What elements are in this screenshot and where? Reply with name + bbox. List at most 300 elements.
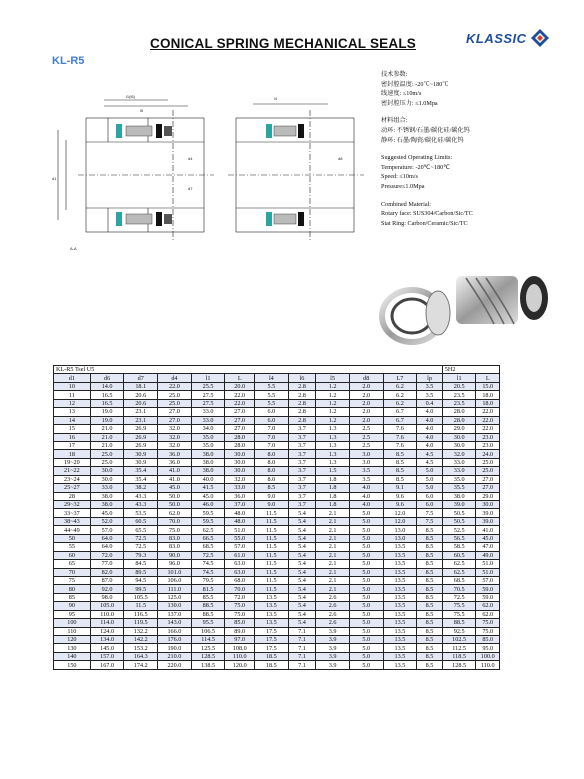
table-cell: 68.5	[442, 576, 476, 584]
table-cell: 9.6	[383, 492, 417, 500]
column-header: lp	[417, 374, 443, 382]
table-cell: 112.5	[442, 644, 476, 652]
table-cell: 68.0	[225, 576, 255, 584]
table-cell: 85.5	[191, 593, 225, 601]
table-cell: 60	[54, 551, 91, 559]
table-cell: 11.5	[255, 568, 289, 576]
table-cell: 75.5	[442, 602, 476, 610]
svg-text:l4: l4	[274, 96, 278, 101]
table-cell: 102.5	[442, 636, 476, 644]
table-cell: 6.0	[255, 416, 289, 424]
table-cell: 7.1	[288, 627, 316, 635]
table-cell: 11.5	[255, 526, 289, 534]
table-cell: 13.5	[383, 602, 417, 610]
table-cell: 38.0	[90, 501, 124, 509]
table-cell: 39.0	[476, 517, 500, 525]
spec-line: 密封腔压力: ≤1.0Mpa	[381, 99, 438, 107]
table-cell: 30.0	[442, 441, 476, 449]
table-cell: 13.5	[255, 602, 289, 610]
table-cell: 11.5	[255, 509, 289, 517]
table-cell: 48.0	[225, 509, 255, 517]
table-cell: 1.3	[316, 433, 350, 441]
table-cell: 62.0	[476, 602, 500, 610]
table-cell: 18.5	[255, 652, 289, 660]
table-cell: 7.5	[417, 509, 443, 517]
table-cell: 43.3	[124, 501, 158, 509]
table-cell: 21.0	[90, 425, 124, 433]
table-cell: 74.5	[191, 560, 225, 568]
table-cell: 2.1	[316, 509, 350, 517]
table-cell: 25.0	[90, 458, 124, 466]
table-cell: 2.1	[316, 576, 350, 584]
table-cell: 5.0	[349, 568, 383, 576]
table-cell: 5.0	[349, 526, 383, 534]
table-cell: 59.0	[476, 593, 500, 601]
table-cell: 50.5	[442, 517, 476, 525]
table-cell: 45.0	[191, 492, 225, 500]
table-cell: 59.0	[476, 585, 500, 593]
table-row	[54, 661, 500, 669]
table-cell: 7.1	[288, 652, 316, 660]
svg-text:l5: l5	[140, 108, 144, 113]
table-cell: 19.0	[90, 416, 124, 424]
table-cell: 8.5	[417, 560, 443, 568]
table-cell: 13	[54, 408, 91, 416]
table-cell: 13.0	[383, 526, 417, 534]
table-cell: 5.0	[417, 484, 443, 492]
spec-line: 密封腔温度: -20℃~180℃	[381, 80, 449, 88]
table-cell: 110.0	[225, 652, 255, 660]
table-cell: 49.0	[476, 551, 500, 559]
table-cell: 27.5	[191, 399, 225, 407]
table-cell: 13.5	[383, 644, 417, 652]
table-row	[54, 644, 500, 652]
table-cell: 29~32	[54, 501, 91, 509]
table-row	[54, 560, 500, 568]
table-cell: 8.5	[417, 585, 443, 593]
table-cell: 2.1	[316, 517, 350, 525]
table-cell: 13.5	[383, 652, 417, 660]
table-cell: 64.0	[90, 543, 124, 551]
table-row	[54, 408, 500, 416]
table-cell: 118.5	[442, 652, 476, 660]
table-cell: 88.5	[191, 610, 225, 618]
table-cell: 50.5	[442, 509, 476, 517]
table-cell: 29.0	[476, 492, 500, 500]
table-cell: 1.3	[316, 458, 350, 466]
table-cell: 6.2	[383, 391, 417, 399]
table-row	[54, 568, 500, 576]
table-cell: 8.5	[417, 602, 443, 610]
table-row	[54, 551, 500, 559]
table-cell: 27.0	[225, 408, 255, 416]
table-cell: 8.5	[417, 593, 443, 601]
table-cell: 89.5	[124, 568, 158, 576]
table-cell: 11.5	[255, 534, 289, 542]
table-cell: 88.5	[191, 602, 225, 610]
table-cell: 4.0	[349, 501, 383, 509]
table-cell: 5.5	[255, 391, 289, 399]
table-cell: 35.4	[124, 467, 158, 475]
table-cell: 72.5	[124, 534, 158, 542]
table-row	[54, 492, 500, 500]
table-cell: 9.1	[383, 484, 417, 492]
table-cell: 2.1	[316, 534, 350, 542]
table-cell: 3.9	[316, 661, 350, 669]
table-cell: 2.8	[288, 382, 316, 390]
table-cell: 45.0	[90, 509, 124, 517]
table-cell: 10	[54, 382, 91, 390]
table-cell: 190.0	[158, 644, 192, 652]
table-cell: 58.5	[442, 543, 476, 551]
table-cell: 32.0	[158, 425, 192, 433]
table-cell: 11.5	[124, 602, 158, 610]
table-cell: 8.5	[417, 652, 443, 660]
table-cell: 3.5	[349, 475, 383, 483]
table-cell: 5.0	[349, 593, 383, 601]
table-row	[54, 627, 500, 635]
table-cell: 13.5	[383, 593, 417, 601]
table-cell: 8.5	[417, 627, 443, 635]
table-cell: 6.0	[255, 408, 289, 416]
svg-text:d8: d8	[338, 156, 343, 161]
table-cell: 57.0	[90, 526, 124, 534]
table-cell: 13.5	[383, 568, 417, 576]
svg-text:d7: d7	[188, 186, 193, 191]
table-cell: 2.8	[288, 391, 316, 399]
table-cell: 28.0	[442, 416, 476, 424]
table-caption-row	[54, 366, 500, 374]
table-row	[54, 585, 500, 593]
table-cell: 8.5	[417, 644, 443, 652]
table-cell: 120	[54, 636, 91, 644]
table-cell: 14.0	[90, 382, 124, 390]
table-cell: 111.0	[158, 585, 192, 593]
table-cell: 119.5	[124, 619, 158, 627]
table-row	[54, 602, 500, 610]
table-cell: 72.5	[124, 543, 158, 551]
table-cell: 1.2	[316, 391, 350, 399]
table-cell: 3.7	[288, 501, 316, 509]
table-cell: 2.6	[316, 619, 350, 627]
table-cell: 53.5	[124, 509, 158, 517]
table-cell: 5.4	[288, 509, 316, 517]
table-cell: 4.5	[417, 450, 443, 458]
table-cell: 18.0	[476, 399, 500, 407]
table-cell: 30.0	[225, 467, 255, 475]
table-cell: 70.5	[442, 585, 476, 593]
table-cell: 124.0	[90, 627, 124, 635]
table-cell: 1.3	[316, 450, 350, 458]
table-cell: 8.5	[383, 458, 417, 466]
table-cell: 87.0	[90, 576, 124, 584]
table-cell: 41.0	[476, 526, 500, 534]
table-cell: 2.5	[349, 441, 383, 449]
table-cell: 101.0	[158, 568, 192, 576]
table-cell: 85.0	[476, 636, 500, 644]
table-cell: 21.0	[90, 433, 124, 441]
svg-text:d4: d4	[188, 156, 193, 161]
table-cell: 13.5	[383, 661, 417, 669]
dimension-table	[53, 365, 500, 670]
table-cell: 33.0	[191, 416, 225, 424]
table-cell: 2.0	[349, 399, 383, 407]
column-header: d8	[349, 374, 383, 382]
table-cell: 28.0	[442, 408, 476, 416]
table-cell: 20.0	[225, 382, 255, 390]
table-cell: 15	[54, 425, 91, 433]
table-cell: 90.0	[158, 551, 192, 559]
table-cell: 30.0	[442, 433, 476, 441]
table-cell: 3.7	[288, 441, 316, 449]
table-cell: 55.0	[225, 534, 255, 542]
table-cell: 11.5	[255, 517, 289, 525]
table-cell: 22.0	[225, 399, 255, 407]
table-cell: 37.0	[225, 501, 255, 509]
table-caption-left: KL-R5 Tsel U5	[54, 366, 443, 374]
table-cell: 7.0	[255, 433, 289, 441]
table-cell: 41.0	[158, 475, 192, 483]
table-row	[54, 484, 500, 492]
table-cell: 5.4	[288, 619, 316, 627]
table-cell: 143.0	[158, 619, 192, 627]
table-cell: 12.0	[383, 517, 417, 525]
table-cell: 21.0	[90, 441, 124, 449]
column-header: d7	[124, 374, 158, 382]
column-header: d4	[158, 374, 192, 382]
table-cell: 2.8	[288, 399, 316, 407]
table-cell: 90	[54, 602, 91, 610]
table-cell: 25.0	[476, 458, 500, 466]
table-cell: 13.5	[383, 619, 417, 627]
table-cell: 8.5	[417, 576, 443, 584]
table-cell: 39.0	[476, 509, 500, 517]
table-row	[54, 441, 500, 449]
table-cell: 7.5	[417, 517, 443, 525]
table-cell: 137.0	[158, 610, 192, 618]
table-cell: 7.0	[255, 425, 289, 433]
table-cell: 3.7	[288, 450, 316, 458]
table-cell: 99.5	[124, 585, 158, 593]
table-cell: 5.0	[349, 509, 383, 517]
table-cell: 75.0	[225, 610, 255, 618]
table-cell: 50	[54, 534, 91, 542]
table-cell: 110.0	[476, 661, 500, 669]
spec-line: 线速度: ≤10m/s	[381, 90, 422, 98]
table-cell: 153.2	[124, 644, 158, 652]
table-cell: 5.0	[349, 602, 383, 610]
spec-cn-params	[381, 70, 581, 108]
table-cell: 11.5	[255, 551, 289, 559]
table-cell: 27.0	[225, 425, 255, 433]
table-cell: 5.0	[349, 652, 383, 660]
table-cell: 15.0	[476, 382, 500, 390]
table-cell: 70	[54, 568, 91, 576]
table-cell: 47.0	[476, 543, 500, 551]
table-cell: 23.5	[442, 391, 476, 399]
table-cell: 3.7	[288, 475, 316, 483]
column-header: l5	[316, 374, 350, 382]
table-cell: 52.5	[442, 526, 476, 534]
table-row	[54, 501, 500, 509]
table-cell: 18.1	[124, 382, 158, 390]
column-header: l6	[288, 374, 316, 382]
table-cell: 5.4	[288, 517, 316, 525]
table-cell: 4.0	[417, 416, 443, 424]
table-cell: 13.5	[383, 543, 417, 551]
table-cell: 30.9	[124, 458, 158, 466]
table-cell: 2.8	[288, 416, 316, 424]
table-row	[54, 576, 500, 584]
table-cell: 17.5	[255, 644, 289, 652]
table-cell: 2.1	[316, 543, 350, 551]
table-cell: 38.0	[191, 467, 225, 475]
table-cell: 157.0	[90, 652, 124, 660]
table-cell: 13.5	[383, 585, 417, 593]
table-cell: 5.0	[349, 543, 383, 551]
table-cell: 80	[54, 585, 91, 593]
table-cell: 74.5	[191, 568, 225, 576]
table-cell: 5.0	[349, 585, 383, 593]
table-cell: 59.5	[191, 517, 225, 525]
table-cell: 95	[54, 610, 91, 618]
table-cell: 45.0	[158, 484, 192, 492]
table-cell: 13.5	[383, 627, 417, 635]
table-cell: 33~37	[54, 509, 91, 517]
table-cell: 210.0	[158, 652, 192, 660]
table-cell: 8.5	[417, 619, 443, 627]
table-cell: 17.5	[255, 627, 289, 635]
table-cell: 8.0	[255, 458, 289, 466]
table-cell: 41.5	[191, 484, 225, 492]
table-cell: 26.9	[124, 425, 158, 433]
table-cell: 85.0	[225, 619, 255, 627]
table-cell: 3.7	[288, 425, 316, 433]
table-cell: 28.0	[225, 433, 255, 441]
table-cell: 125.5	[191, 644, 225, 652]
table-cell: 5.0	[349, 619, 383, 627]
table-cell: 30.0	[90, 475, 124, 483]
table-cell: 57.0	[476, 576, 500, 584]
table-cell: 142.2	[124, 636, 158, 644]
table-cell: 8.5	[417, 636, 443, 644]
table-cell: 13.5	[255, 593, 289, 601]
svg-text:A-A: A-A	[70, 246, 77, 251]
table-cell: 72.0	[225, 593, 255, 601]
table-cell: 5.0	[417, 475, 443, 483]
table-cell: 20.5	[442, 382, 476, 390]
table-cell: 8.5	[417, 661, 443, 669]
table-cell: 27.0	[225, 416, 255, 424]
table-cell: 3.7	[288, 467, 316, 475]
table-cell: 25.0	[476, 467, 500, 475]
table-cell: 72.5	[191, 551, 225, 559]
table-cell: 166.0	[158, 627, 192, 635]
table-cell: 8.5	[417, 543, 443, 551]
table-cell: 18.0	[476, 391, 500, 399]
table-cell: 17	[54, 441, 91, 449]
table-cell: 16.5	[90, 391, 124, 399]
table-cell: 3.9	[316, 627, 350, 635]
table-cell: 97.0	[225, 636, 255, 644]
spec-en-material	[381, 200, 581, 229]
table-cell: 29.0	[442, 425, 476, 433]
table-cell: 94.5	[124, 576, 158, 584]
spec-line: Suggested Operating Limits:	[381, 154, 453, 162]
table-cell: 22.0	[476, 416, 500, 424]
spec-line: Combined Material:	[381, 200, 432, 208]
table-cell: 2.6	[316, 602, 350, 610]
table-cell: 63.0	[225, 568, 255, 576]
spec-line: Temperature: -20℃~180℃	[381, 163, 451, 171]
table-row	[54, 526, 500, 534]
table-cell: 2.5	[349, 433, 383, 441]
column-header: l1	[191, 374, 225, 382]
table-cell: 27.5	[191, 391, 225, 399]
table-cell: 65.5	[124, 526, 158, 534]
svg-text:l1(l6): l1(l6)	[126, 94, 135, 99]
table-cell: 62.0	[158, 509, 192, 517]
table-cell: 65	[54, 560, 91, 568]
table-cell: 51.0	[476, 560, 500, 568]
page-title: CONICAL SPRING MECHANICAL SEALS	[150, 36, 416, 51]
table-cell: 150	[54, 661, 91, 669]
brand-name: KLASSIC	[466, 30, 527, 46]
table-cell: 24.0	[476, 450, 500, 458]
table-cell: 28.0	[225, 441, 255, 449]
table-cell: 75.0	[225, 602, 255, 610]
table-cell: 5.4	[288, 526, 316, 534]
table-cell: 5.0	[349, 551, 383, 559]
table-cell: 6.7	[383, 416, 417, 424]
table-row	[54, 425, 500, 433]
table-cell: 40.0	[191, 475, 225, 483]
table-cell: 105.0	[90, 602, 124, 610]
table-cell: 100.0	[476, 652, 500, 660]
table-cell: 27.0	[476, 475, 500, 483]
table-cell: 3.5	[417, 391, 443, 399]
table-cell: 19.0	[90, 408, 124, 416]
table-cell: 134.0	[90, 636, 124, 644]
table-cell: 4.0	[417, 408, 443, 416]
table-cell: 2.0	[349, 416, 383, 424]
table-cell: 11.5	[255, 560, 289, 568]
table-cell: 4.5	[417, 458, 443, 466]
table-cell: 5.0	[349, 661, 383, 669]
table-cell: 114.5	[191, 636, 225, 644]
table-cell: 105.5	[124, 593, 158, 601]
brand-emblem-icon	[530, 28, 550, 48]
table-cell: 1.8	[316, 484, 350, 492]
column-header: l1	[442, 374, 476, 382]
seal-cross-section-drawing	[48, 90, 373, 255]
table-cell: 11	[54, 391, 91, 399]
table-cell: 120.0	[225, 661, 255, 669]
table-cell: 75.5	[442, 610, 476, 618]
table-row	[54, 399, 500, 407]
table-cell: 5.4	[288, 534, 316, 542]
table-cell: 5.0	[349, 644, 383, 652]
table-cell: 30.0	[225, 450, 255, 458]
table-cell: 2.5	[349, 425, 383, 433]
spec-line: Speed: ≤10m/s	[381, 173, 418, 181]
table-cell: 35.4	[124, 475, 158, 483]
table-cell: 30.0	[225, 458, 255, 466]
table-cell: 17.5	[255, 636, 289, 644]
table-cell: 13.0	[383, 534, 417, 542]
table-cell: 3.7	[288, 492, 316, 500]
table-cell: 95.5	[191, 619, 225, 627]
